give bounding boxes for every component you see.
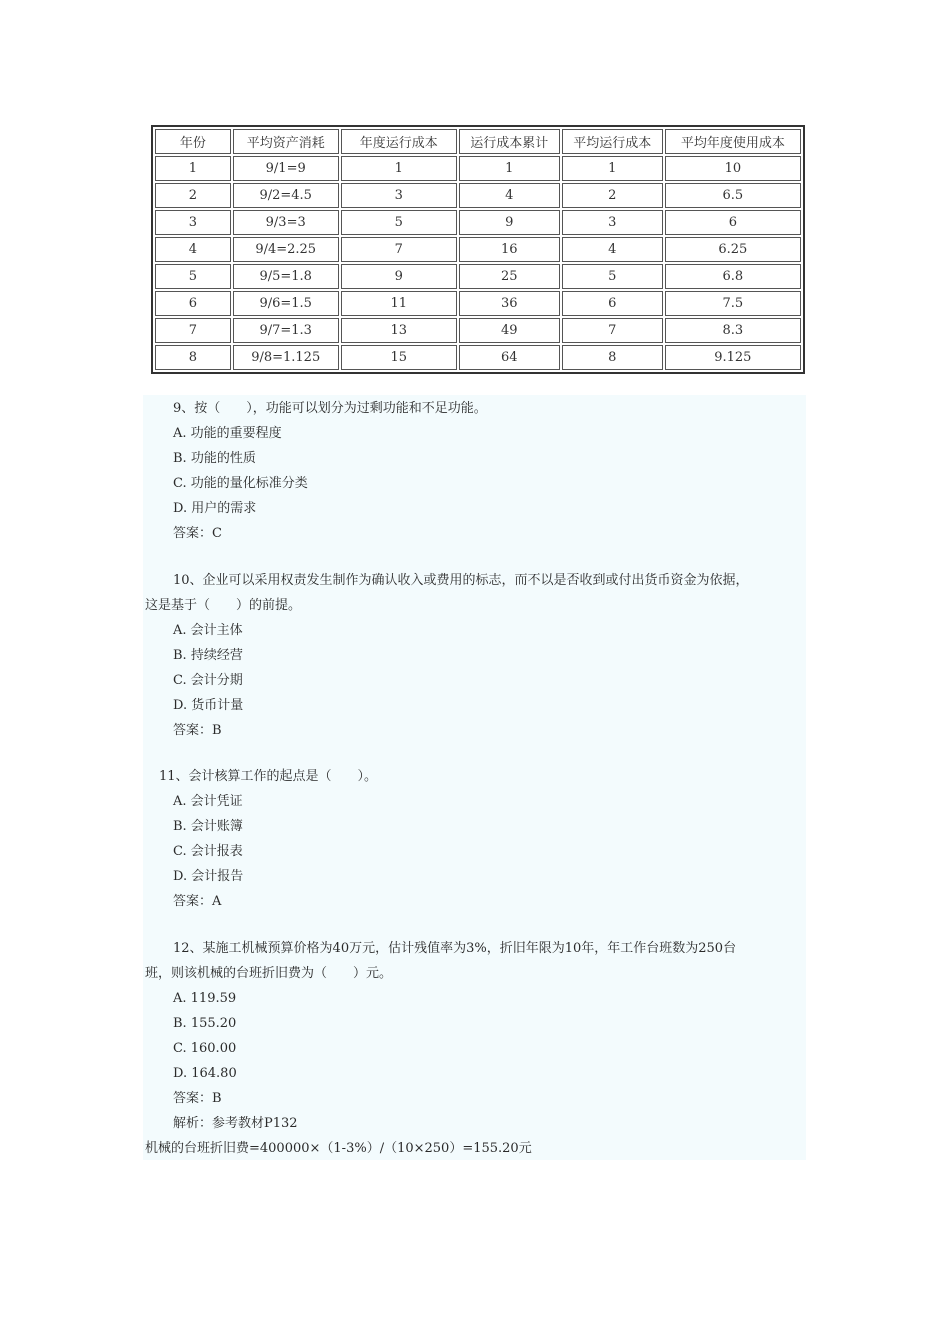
q12-stem-line1: 12、某施工机械预算价格为40万元，估计残值率为3%，折旧年限为10年，年工作台班数为250台	[173, 941, 737, 956]
table-cell: 9/6=1.5	[233, 291, 339, 316]
q11-option-a: A. 会计凭证	[173, 794, 243, 809]
table-cell: 4	[562, 237, 663, 262]
table-cell: 3	[341, 183, 457, 208]
table-cell: 7	[155, 318, 231, 343]
q9-stem: 9、按（ ），功能可以划分为过剩功能和不足功能。	[173, 401, 487, 416]
table-cell: 9/4=2.25	[233, 237, 339, 262]
table-cell: 5	[155, 264, 231, 289]
table-cell: 5	[341, 210, 457, 235]
table-cell: 6.5	[665, 183, 801, 208]
table-cell: 9/1=9	[233, 156, 339, 181]
q12-answer: 答案：B	[173, 1091, 222, 1106]
table-cell: 1	[155, 156, 231, 181]
q10-stem-line2: 这是基于（ ）的前提。	[145, 598, 302, 613]
q11-option-c: C. 会计报表	[173, 844, 243, 859]
table-row	[155, 237, 801, 262]
table-row	[155, 210, 801, 235]
q12-stem-line2: 班，则该机械的台班折旧费为（ ）元。	[145, 966, 393, 981]
table-cell: 6.25	[665, 237, 801, 262]
table-cell: 8	[562, 345, 663, 370]
table-row	[155, 291, 801, 316]
header-cell: 运行成本累计	[459, 129, 560, 154]
table-cell: 13	[341, 318, 457, 343]
q9-option-a: A. 功能的重要程度	[173, 426, 282, 441]
table-cell: 8.3	[665, 318, 801, 343]
header-cell: 平均资产消耗	[233, 129, 339, 154]
header-cell: 年度运行成本	[341, 129, 457, 154]
table-cell: 64	[459, 345, 560, 370]
table-row	[155, 264, 801, 289]
table-cell: 3	[562, 210, 663, 235]
table-cell: 49	[459, 318, 560, 343]
table-cell: 9.125	[665, 345, 801, 370]
q10-option-d: D. 货币计量	[173, 698, 244, 713]
table-cell: 10	[665, 156, 801, 181]
table-cell: 11	[341, 291, 457, 316]
table-cell: 1	[562, 156, 663, 181]
q12-option-d: D. 164.80	[173, 1066, 237, 1081]
table-cell: 9/2=4.5	[233, 183, 339, 208]
table-cell: 9/8=1.125	[233, 345, 339, 370]
table-cell: 3	[155, 210, 231, 235]
table-cell: 7	[562, 318, 663, 343]
q12-option-c: C. 160.00	[173, 1041, 237, 1056]
q12-option-b: B. 155.20	[173, 1016, 237, 1031]
table-cell: 8	[155, 345, 231, 370]
q10-option-c: C. 会计分期	[173, 673, 243, 688]
q11-stem: 11、会计核算工作的起点是（ ）。	[159, 769, 378, 784]
q10-stem-line1: 10、企业可以采用权责发生制作为确认收入或费用的标志，而不以是否收到或付出货币资金为依据，	[173, 573, 749, 588]
q11-option-b: B. 会计账簿	[173, 819, 243, 834]
table-cell: 5	[562, 264, 663, 289]
table-row	[155, 318, 801, 343]
table-cell: 6	[665, 210, 801, 235]
table-cell: 6	[562, 291, 663, 316]
table-cell: 16	[459, 237, 560, 262]
q12-analysis: 解析：参考教材P132	[173, 1116, 298, 1131]
header-cell: 平均运行成本	[562, 129, 663, 154]
table-cell: 36	[459, 291, 560, 316]
q9-option-c: C. 功能的量化标准分类	[173, 476, 308, 491]
table-row	[155, 156, 801, 181]
header-cell: 年份	[155, 129, 231, 154]
table-cell: 7	[341, 237, 457, 262]
header-cell: 平均年度使用成本	[665, 129, 801, 154]
q9-answer: 答案：C	[173, 526, 222, 541]
table-cell: 9/7=1.3	[233, 318, 339, 343]
q9-option-d: D. 用户的需求	[173, 501, 257, 516]
q12-option-a: A. 119.59	[173, 991, 237, 1006]
table-cell: 9	[341, 264, 457, 289]
q11-answer: 答案：A	[173, 894, 222, 909]
table-row	[155, 345, 801, 370]
questions-panel	[143, 395, 806, 1160]
table-cell: 1	[341, 156, 457, 181]
table-cell: 6	[155, 291, 231, 316]
table-cell: 9	[459, 210, 560, 235]
q9-option-b: B. 功能的性质	[173, 451, 256, 466]
table-cell: 7.5	[665, 291, 801, 316]
table-header-row	[155, 129, 801, 154]
table-cell: 2	[562, 183, 663, 208]
cost-table-frame	[151, 125, 805, 374]
cost-table	[153, 127, 803, 372]
table-cell: 9/5=1.8	[233, 264, 339, 289]
table-cell: 15	[341, 345, 457, 370]
q12-formula: 机械的台班折旧费=400000×（1-3%）/（10×250）=155.20元	[145, 1141, 532, 1156]
q11-option-d: D. 会计报告	[173, 869, 244, 884]
table-row	[155, 183, 801, 208]
table-cell: 4	[459, 183, 560, 208]
q10-option-b: B. 持续经营	[173, 648, 243, 663]
table-cell: 1	[459, 156, 560, 181]
table-cell: 2	[155, 183, 231, 208]
table-cell: 4	[155, 237, 231, 262]
q10-option-a: A. 会计主体	[173, 623, 243, 638]
table-cell: 6.8	[665, 264, 801, 289]
q10-answer: 答案：B	[173, 723, 222, 738]
table-cell: 9/3=3	[233, 210, 339, 235]
table-cell: 25	[459, 264, 560, 289]
